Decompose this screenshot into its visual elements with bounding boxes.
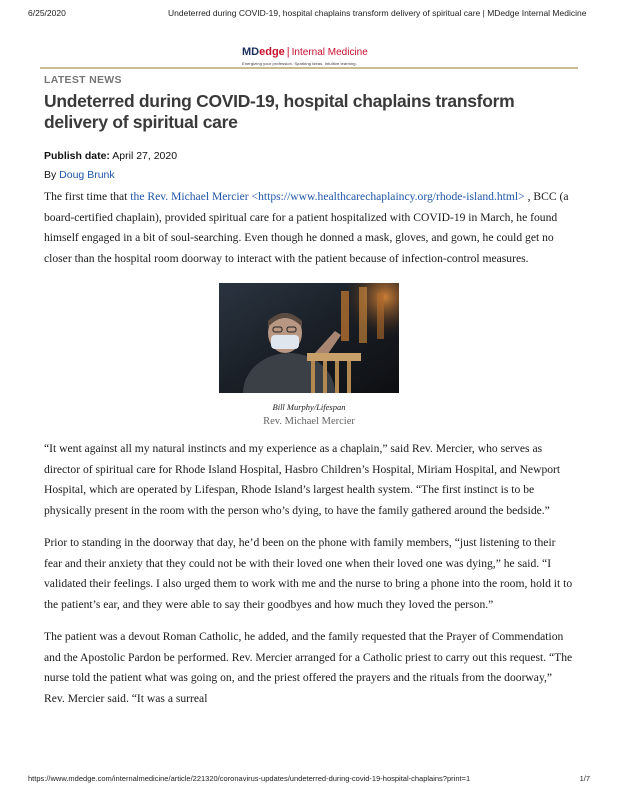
- paragraph-3: Prior to standing in the doorway that day, he’d been on the phone with family members, “just listening to their fear and their anxiety that they could not be with their loved one when their loved one was dying,” he said. “I validated their feelings. I also urged them to work with me and the nurse to bring a phone into the room, hold it to the patient’s ear, and they were able to say their goodbyes and how much they loved the person.”: [44, 536, 573, 611]
- logo-brand: [242, 46, 285, 58]
- publish-date-label: Publish date:: [44, 150, 110, 162]
- paragraph-4: The patient was a devout Roman Catholic, he added, and the family requested that the Prayer of Commendation and the Apostolic Pardon be performed. Rev. Mercier arranged for a Catholic priest to carry out this request. “The nurse told the patient what was going on, and the priest offered the prayers and the rituals from the doorway,” Rev. Mercier said. “It was a surreal: [44, 630, 573, 705]
- print-page-title: Undeterred during COVID-19, hospital chaplains transform delivery of spiritual care | MDedge Internal Medicine: [168, 8, 587, 18]
- logo-brand-md: MD: [242, 46, 260, 58]
- publish-date: [44, 150, 574, 162]
- article-figure: [44, 283, 574, 427]
- paragraph-1-text-a: The first time that: [44, 190, 131, 203]
- article-kicker: LATEST NEWS: [44, 74, 122, 86]
- byline-label: By: [44, 169, 60, 181]
- author-link[interactable]: Doug Brunk: [59, 169, 115, 181]
- chaplain-profile-link[interactable]: the Rev. Michael Mercier <https://www.healthcarechaplaincy.org/rhode-island.html>: [130, 190, 525, 203]
- photo-caption: Rev. Michael Mercier: [263, 416, 355, 427]
- byline: [44, 169, 574, 181]
- header-rule: [40, 67, 578, 69]
- logo-separator: |: [286, 46, 290, 58]
- logo-section: Internal Medicine: [291, 47, 368, 58]
- masthead: [0, 38, 618, 68]
- print-header: [28, 8, 590, 22]
- logo-tagline: Energizing your profession. Sparking ideas. Intuitive learning.: [242, 61, 357, 66]
- paragraph-1: [44, 187, 574, 269]
- print-footer: [28, 774, 590, 788]
- page-number: 1/7: [579, 774, 590, 783]
- paragraph-1-text-b: , BCC (a board-certified chaplain), provided spiritual care for a patient hospitalized with COVID-19 in March, he found himself engaged in a bit of soul-searching. Even though he donned a mask, gloves, and gown, he could get no closer than the hospital room doorway to interact with the patient because of infection-control measures.: [44, 190, 569, 265]
- print-url: https://www.mdedge.com/internalmedicine/article/221320/coronavirus-updates/undeterred-during-covid-19-hospital-chaplains?print=1: [28, 774, 471, 783]
- article-title: Undeterred during COVID-19, hospital chaplains transform delivery of spiritual care: [44, 91, 515, 132]
- logo-brand-edge: edge: [259, 46, 285, 58]
- print-date: 6/25/2020: [28, 8, 66, 18]
- photo-credit: Bill Murphy/Lifespan: [272, 402, 346, 412]
- paragraph-2: “It went against all my natural instincts and my experience as a chaplain,” said Rev. Mercier, who serves as director of spiritual care for Rhode Island Hospital, Hasbro Children’s Hospital, Miriam Hospital, and Newport Hospital, which are operated by Lifespan, Rhode Island’s largest health system. “The first instinct is to be physically present in the room with the person who’s dying, to have the family gathered around the bedside.”: [44, 442, 561, 517]
- mdedge-logo[interactable]: [242, 42, 382, 66]
- publish-date-value: April 27, 2020: [109, 150, 178, 162]
- article: [44, 74, 574, 709]
- chaplain-photo: [219, 283, 399, 393]
